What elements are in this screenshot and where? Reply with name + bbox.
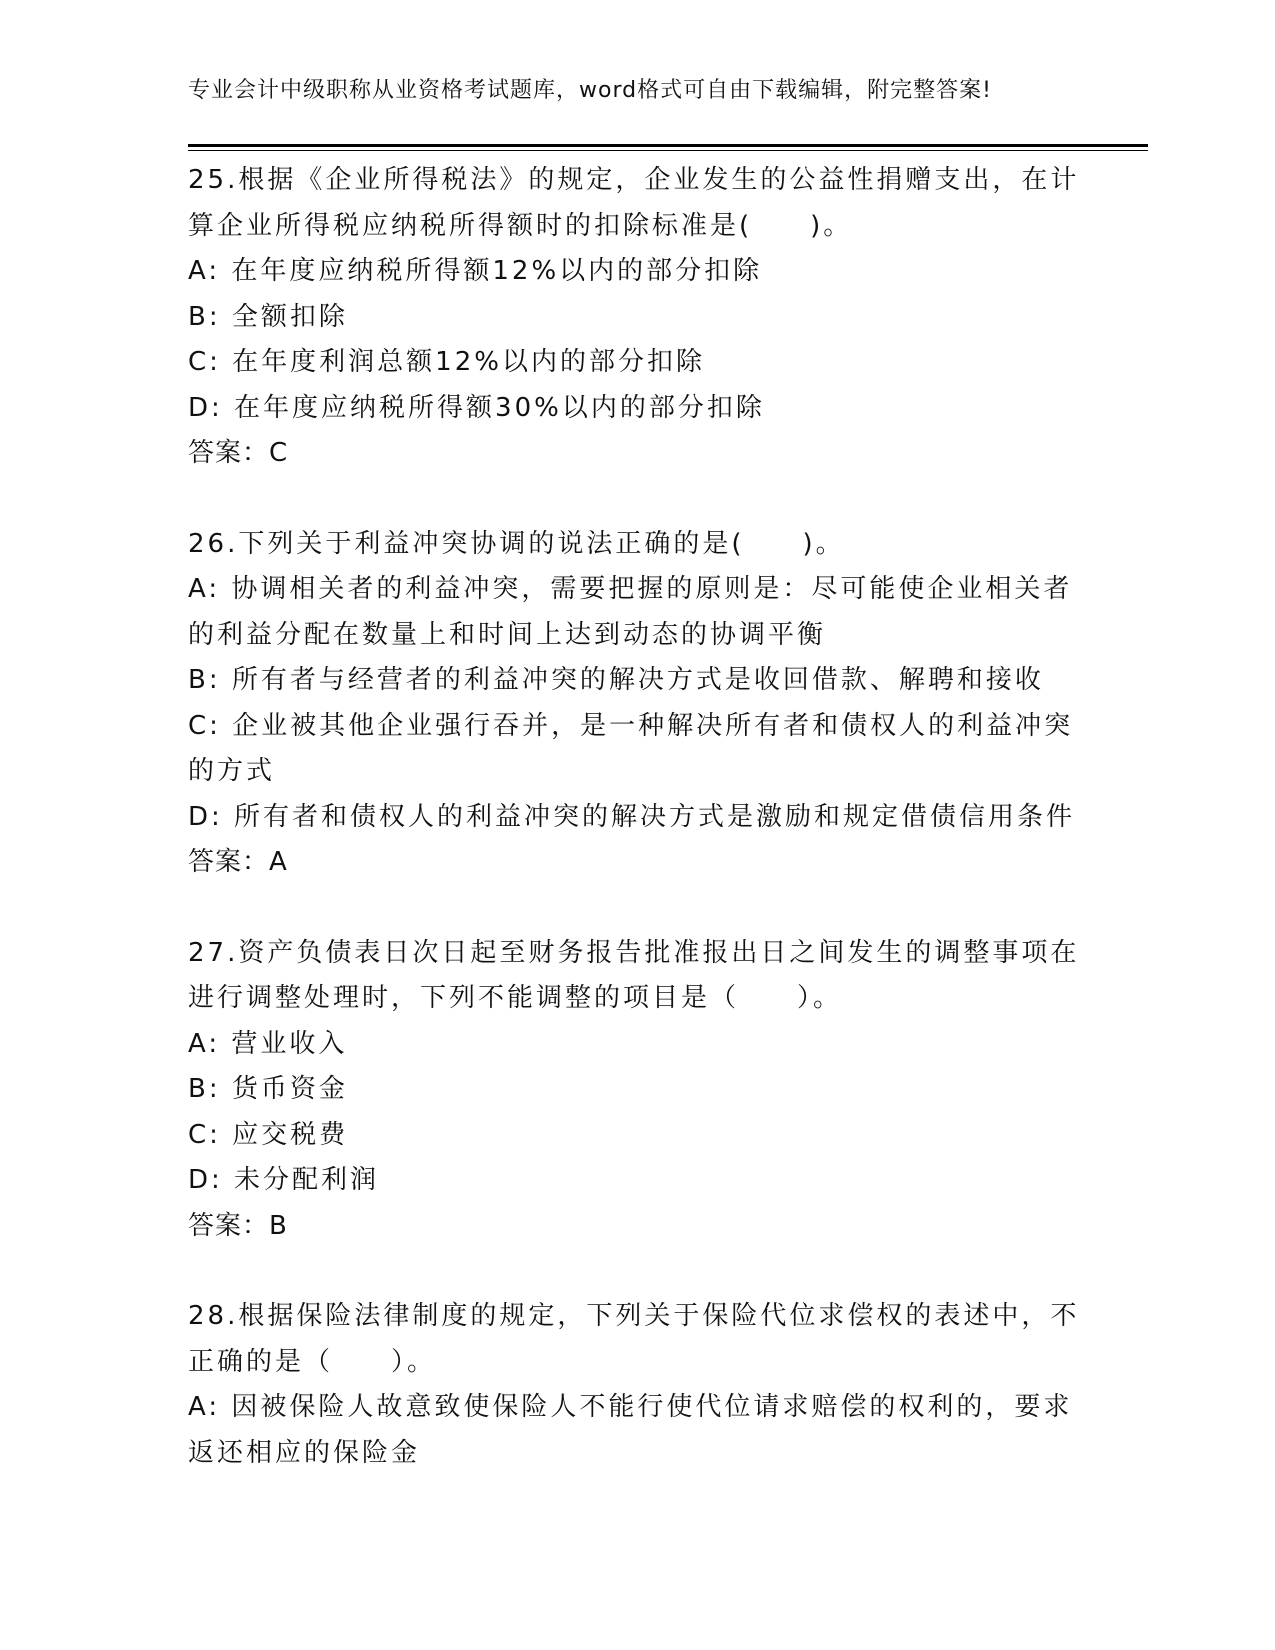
option-d: D: 在年度应纳税所得额30%以内的部分扣除 <box>188 392 765 423</box>
option-b: B: 货币资金 <box>188 1074 348 1104</box>
option-c-continued: 的方式 <box>188 756 276 786</box>
option-d: D: 未分配利润 <box>188 1165 380 1195</box>
option-c: C: 企业被其他企业强行吞并，是一种解决所有者和债权人的利益冲突 <box>188 710 1074 741</box>
question-stem-line: 算企业所得税应纳税所得额时的扣除标准是( )。 <box>188 210 853 241</box>
option-b: B: 所有者与经营者的利益冲突的解决方式是收回借款、解聘和接收 <box>188 665 1044 695</box>
question-list <box>188 158 1078 1476</box>
option-a: A: 在年度应纳税所得额12%以内的部分扣除 <box>188 256 763 286</box>
question-28 <box>188 1294 1078 1476</box>
question-stem-line: 26.下列关于利益冲突协调的说法正确的是( )。 <box>188 528 845 559</box>
question-25 <box>188 158 1078 477</box>
page-header: 专业会计中级职称从业资格考试题库，word格式可自由下载编辑，附完整答案! <box>188 78 992 103</box>
option-a-continued: 返还相应的保险金 <box>188 1437 421 1468</box>
option-c: C: 在年度利润总额12%以内的部分扣除 <box>188 347 705 377</box>
option-a: A: 因被保险人故意致使保险人不能行使代位请求赔偿的权利的，要求 <box>188 1392 1073 1422</box>
question-stem-line: 25.根据《企业所得税法》的规定，企业发生的公益性捐赠支出，在计 <box>188 165 1080 195</box>
option-a: A: 营业收入 <box>188 1028 348 1059</box>
answer-line: 答案：B <box>188 1210 288 1241</box>
question-27 <box>188 931 1078 1250</box>
header-rule-thick <box>188 144 1148 147</box>
question-stem-line: 进行调整处理时，下列不能调整的项目是（ ）。 <box>188 983 843 1013</box>
question-stem-line: 28.根据保险法律制度的规定，下列关于保险代位求偿权的表述中，不 <box>188 1301 1080 1331</box>
option-b: B: 全额扣除 <box>188 301 348 332</box>
option-c: C: 应交税费 <box>188 1119 349 1150</box>
answer-line: 答案：A <box>188 847 288 877</box>
question-stem-line: 27.资产负债表日次日起至财务报告批准报出日之间发生的调整事项在 <box>188 937 1080 968</box>
answer-line: 答案：C <box>188 438 289 468</box>
option-d: D: 所有者和债权人的利益冲突的解决方式是激励和规定借债信用条件 <box>188 801 1076 832</box>
option-a-continued: 的利益分配在数量上和时间上达到动态的协调平衡 <box>188 619 827 650</box>
question-stem-line: 正确的是（ ）。 <box>188 1346 437 1377</box>
option-a: A: 协调相关者的利益冲突，需要把握的原则是：尽可能使企业相关者 <box>188 574 1073 604</box>
header-rule-thin <box>188 150 1148 151</box>
question-26 <box>188 522 1078 886</box>
